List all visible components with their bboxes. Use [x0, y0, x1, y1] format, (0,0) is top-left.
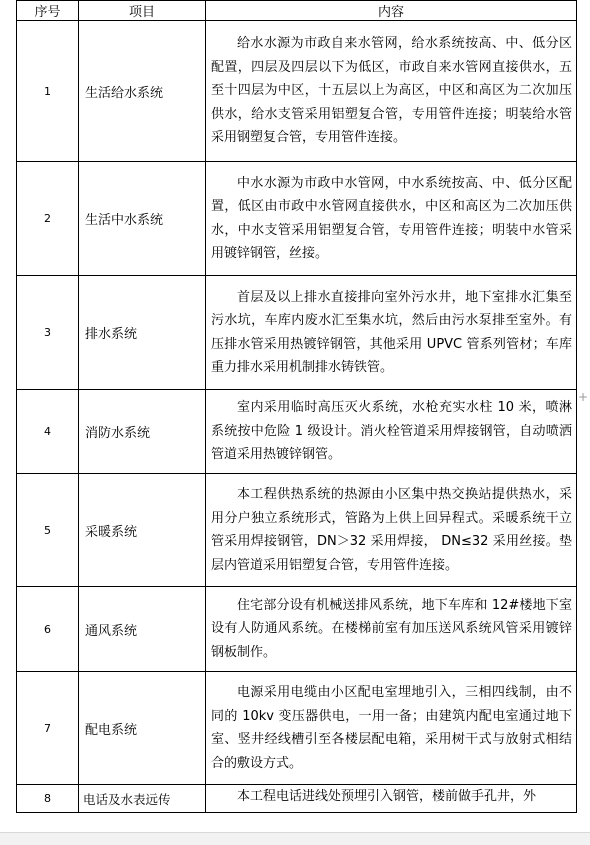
- row-content: [206, 587, 577, 672]
- page-gap: [0, 832, 590, 845]
- document-page: [16, 0, 576, 813]
- row-number: 8: [17, 785, 79, 813]
- row-item: 生活给水系统: [79, 21, 206, 162]
- row-content: [206, 162, 577, 276]
- header-no: 序号: [17, 1, 79, 21]
- row-number: 4: [17, 390, 79, 474]
- row-number: 1: [17, 21, 79, 162]
- row-content: [206, 672, 577, 785]
- row-item: 配电系统: [79, 672, 206, 785]
- row-content: [206, 276, 577, 390]
- row-content-text: 电源采用电缆由小区配电室埋地引入，三相四线制，由不同的 10kv 变压器供电，一用一备；由建筑内配电室通过地下室、竖井经线槽引至各楼层配电箱，采用树干式与放射式相结合的敷设方式。: [211, 685, 572, 771]
- header-content: 内容: [206, 1, 577, 21]
- row-content-text: 本工程电话进线处预埋引入钢管，楼前做手孔井，外: [237, 789, 537, 804]
- table-row: [17, 587, 577, 672]
- row-item: 排水系统: [79, 276, 206, 390]
- row-content-text: 给水水源为市政自来水管网，给水系统按高、中、低分区配置，四层及四层以下为低区，市政自来水管网直接供水，五至十四层为中区，十五层以上为高区，中区和高区为二次加压供水，给水支管采用铝塑复合管，专用管件连接；明装给水管采用钢塑复合管，专用管件连接。: [211, 36, 572, 146]
- row-number: 3: [17, 276, 79, 390]
- table-row: [17, 162, 577, 276]
- row-content-text: 首层及以上排水直接排向室外污水井，地下室排水汇集至污水坑，车库内废水汇至集水坑，然后由污水泵排至室外。有压排水管采用热镀锌钢管，其他采用 UPVC 管系列管材；车库重力排水采用机制排水铸铁管。: [211, 289, 572, 375]
- row-item: 通风系统: [79, 587, 206, 672]
- systems-table: [16, 0, 577, 813]
- row-content: [206, 785, 577, 813]
- table-row: [17, 21, 577, 162]
- table-row: [17, 672, 577, 785]
- row-content: [206, 390, 577, 474]
- row-item: 采暖系统: [79, 474, 206, 587]
- row-content: [206, 474, 577, 587]
- table-row: [17, 276, 577, 390]
- table-header-row: [17, 1, 577, 21]
- table-row: [17, 785, 577, 813]
- table-row: [17, 474, 577, 587]
- row-content: [206, 21, 577, 162]
- row-content-text: 住宅部分设有机械送排风系统，地下车库和 12#楼地下室设有人防通风系统。在楼梯前室有加压送风系统风管采用镀锌钢板制作。: [211, 597, 572, 660]
- row-content-text: 本工程供热系统的热源由小区集中热交换站提供热水，采用分户独立系统形式，管路为上供上回异程式。采暖系统干立管采用焊接钢管，DN＞32 采用焊接， DN≤32 采用丝接。垫层内管道采用铝塑复合管，专用管件连接。: [211, 487, 572, 573]
- row-number: 2: [17, 162, 79, 276]
- table-row: [17, 390, 577, 474]
- row-number: 7: [17, 672, 79, 785]
- row-number: 5: [17, 474, 79, 587]
- row-number: 6: [17, 587, 79, 672]
- row-item: 消防水系统: [79, 390, 206, 474]
- row-item: 电话及水表远传: [79, 785, 206, 813]
- row-content-text: 室内采用临时高压灭火系统，水枪充实水柱 10 米，喷淋系统按中危险 1 级设计。消火栓管道采用焊接钢管，自动喷洒管道采用热镀锌钢管。: [211, 400, 572, 463]
- add-row-icon[interactable]: +: [578, 390, 589, 404]
- row-item: 生活中水系统: [79, 162, 206, 276]
- row-content-text: 中水水源为市政中水管网，中水系统按高、中、低分区配置，低区由市政中水管网直接供水，中区和高区为二次加压供水，中水支管采用铝塑复合管，专用管件连接；明装中水管采用镀锌钢管，丝接。: [211, 175, 572, 261]
- header-item: 项目: [79, 1, 206, 21]
